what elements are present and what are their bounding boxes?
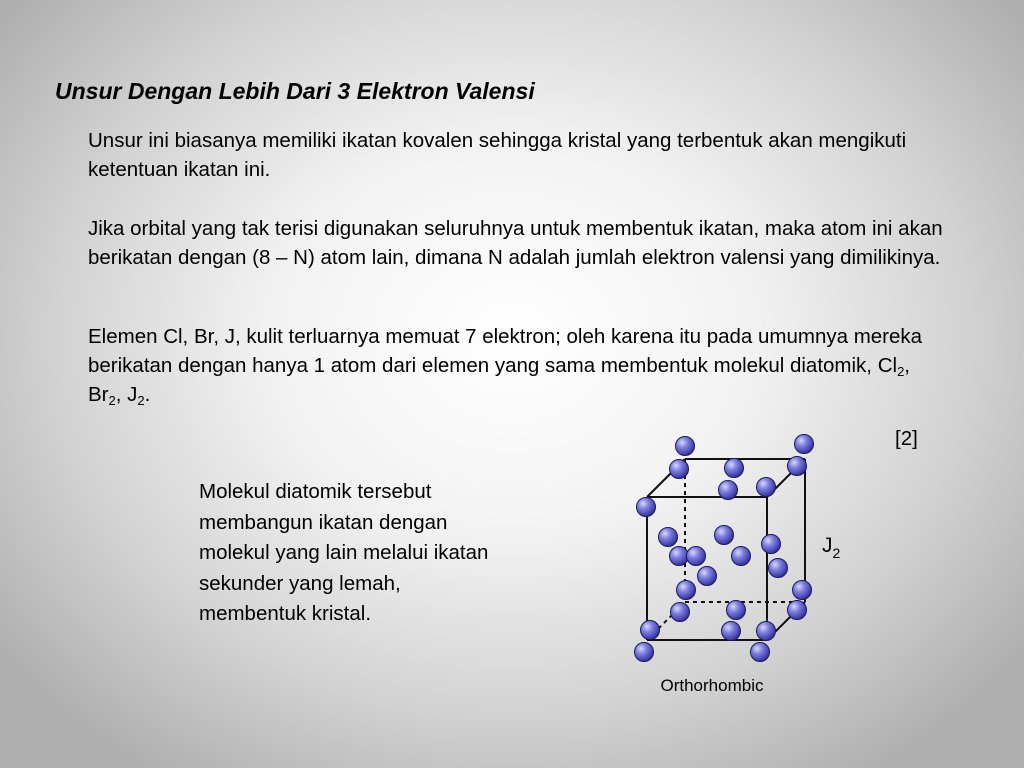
note-line: membangun ikatan dengan — [199, 510, 448, 534]
slide-title: Unsur Dengan Lebih Dari 3 Elektron Valensi — [55, 78, 535, 104]
atom — [715, 526, 734, 545]
atom — [757, 622, 776, 641]
atom — [637, 498, 656, 517]
atom — [719, 481, 738, 500]
crystal-atoms — [635, 435, 814, 662]
atom — [793, 581, 812, 600]
atom — [732, 547, 751, 566]
atom — [788, 457, 807, 476]
atom — [671, 603, 690, 622]
note-line: Molekul diatomik tersebut — [199, 480, 432, 503]
atom — [757, 478, 776, 497]
p3-text: Elemen Cl, Br, J, kulit terluarnya memuat 7 elektron; oleh karena itu pada umumnya mereka berikatan dengan hanya 1 atom dari elemen yang sama membentuk molekul diatomik, — [88, 325, 923, 377]
reference-marker: [2] — [895, 427, 918, 450]
paragraph-covalent-bond: Unsur ini biasanya memiliki ikatan kovalen sehingga kristal yang terbentuk akan mengikuti ketentuan ikatan ini. — [88, 129, 907, 181]
atom — [635, 643, 654, 662]
formula-cl2: $Cl_2$ — [877, 354, 905, 379]
atom — [676, 437, 695, 456]
atom — [725, 459, 744, 478]
atom — [762, 535, 781, 554]
formula-br2: $Br_2$ — [88, 383, 116, 408]
formula-j2: $J_2$ — [127, 383, 145, 408]
atom — [687, 547, 706, 566]
atom — [769, 559, 788, 578]
atom — [641, 621, 660, 640]
note-line: sekunder yang lemah, — [199, 571, 401, 595]
atom — [722, 622, 741, 641]
paragraph-halogen-diatomic: Elemen Cl, Br, J, kulit terluarnya memuat 7 elektron; oleh karena itu pada umumnya mereka berikatan dengan hanya 1 atom dari elemen yang sama membentuk molekul diatomik, $Cl_2$, $Br_2$, $J_2$. — [88, 325, 923, 408]
atom — [751, 643, 770, 662]
paragraph-orbital-bonding: Jika orbital yang tak terisi digunakan seluruhnya untuk membentuk ikatan, maka atom ini akan berikatan dengan (8 – N) atom lain, dimana N adalah jumlah elektron valensi yang dimilikinya. — [88, 217, 943, 269]
atom — [670, 547, 689, 566]
note-text — [199, 477, 579, 630]
atom — [677, 581, 696, 600]
orthorhombic-crystal-diagram — [620, 428, 850, 700]
note-line: molekul yang lain melalui ikatan — [199, 541, 489, 564]
atom — [659, 528, 678, 547]
j2-label: J2 — [822, 534, 841, 561]
atom — [788, 601, 807, 620]
atom — [670, 460, 689, 479]
note-line: membentuk kristal. — [199, 602, 372, 625]
atom — [727, 601, 746, 620]
atom — [795, 435, 814, 454]
crystal-caption: Orthorhombic — [660, 676, 764, 695]
atom — [698, 567, 717, 586]
